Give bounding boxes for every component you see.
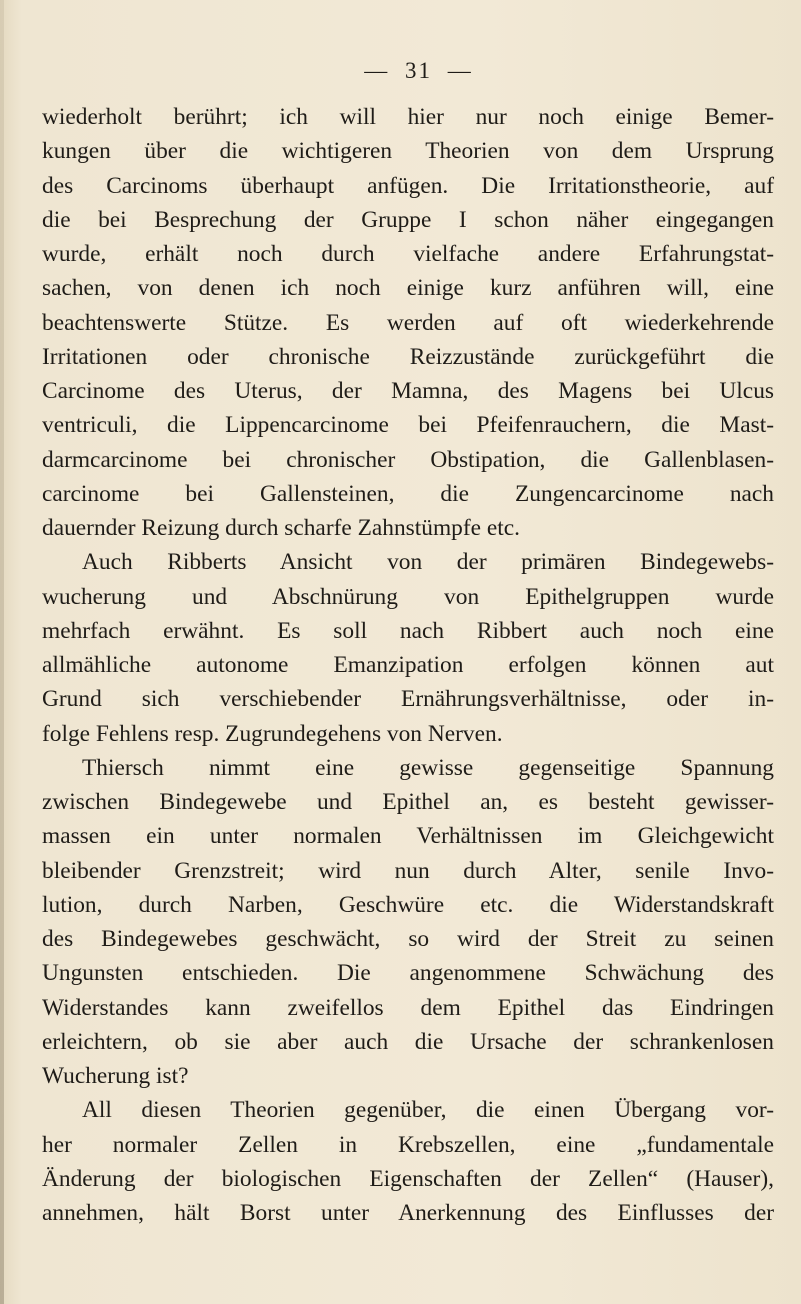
text-line: Grund sich verschiebender Ernährungsverhältnisse, oder in- <box>42 686 774 713</box>
text-line: carcinome bei Gallensteinen, die Zungencarcinome nach <box>42 480 774 507</box>
text-line: zwischen Bindegewebe und Epithel an, es besteht gewisser- <box>42 789 774 815</box>
text-line: beachtenswerte Stütze. Es werden auf oft wiederkehrende <box>42 309 774 336</box>
text-line: kungen über die wichtigeren Theorien von dem Ursprung <box>42 138 774 165</box>
paragraph-first-line: Auch Ribberts Ansicht von der primären Bindegewebs- <box>82 549 774 576</box>
text-line: mehrfach erwähnt. Es soll nach Ribbert auch noch eine <box>42 617 774 644</box>
text-line: ventriculi, die Lippencarcinome bei Pfeifenrauchern, die Mast- <box>42 412 774 439</box>
text-line: die bei Besprechung der Gruppe I schon näher eingegangen <box>42 206 774 233</box>
text-line: allmähliche autonome Emanzipation erfolgen können aut <box>42 652 774 678</box>
text-line: Ungunsten entschieden. Die angenommene Schwächung des <box>42 960 774 987</box>
text-line: folge Fehlens resp. Zugrundegehens von Nerven. <box>42 720 503 747</box>
text-line: massen ein unter normalen Verhältnissen im Gleichgewicht <box>42 823 774 850</box>
text-line: wurde, erhält noch durch vielfache andere Erfahrungstat- <box>42 241 774 267</box>
body-text <box>42 100 774 1230</box>
text-line: Carcinome des Uterus, der Mamna, des Magens bei Ulcus <box>42 378 774 404</box>
paragraph-first-line: All diesen Theorien gegenüber, die einen Übergang vor- <box>82 1097 774 1124</box>
text-line: dauernder Reizung durch scharfe Zahnstümpfe etc. <box>42 515 521 541</box>
text-line: Wucherung ist? <box>42 1063 189 1089</box>
text-line: sachen, von denen ich noch einige kurz anführen will, eine <box>42 275 774 302</box>
text-line: des Carcinoms überhaupt anfügen. Die Irritationstheorie, auf <box>42 172 774 199</box>
page-number: — 31 — <box>364 58 473 83</box>
paragraph-first-line: Thiersch nimmt eine gewisse gegenseitige Spannung <box>82 754 774 781</box>
text-line: Irritationen oder chronische Reizzustände zurückgeführt die <box>42 343 774 370</box>
text-line: darmcarcinome bei chronischer Obstipation, die Gallenblasen- <box>42 446 774 473</box>
text-line: des Bindegewebes geschwächt, so wird der Streit zu seinen <box>42 926 774 952</box>
text-line: her normaler Zellen in Krebszellen, eine „fundamentale <box>42 1131 774 1158</box>
text-line: Widerstandes kann zweifellos dem Epithel das Eindringen <box>42 994 774 1021</box>
text-line: wiederholt berührt; ich will hier nur noch einige Bemer- <box>42 104 774 130</box>
text-line: annehmen, hält Borst unter Anerkennung des Einflusses der <box>42 1200 774 1226</box>
text-line: wucherung und Abschnürung von Epithelgruppen wurde <box>42 583 774 610</box>
text-line: lution, durch Narben, Geschwüre etc. die Widerstandskraft <box>42 891 774 918</box>
text-line: erleichtern, ob sie aber auch die Ursache der schrankenlosen <box>42 1028 774 1055</box>
text-line: Änderung der biologischen Eigenschaften der Zellen“ (Hauser), <box>42 1165 774 1192</box>
text-line: bleibender Grenzstreit; wird nun durch Alter, senile Invo- <box>42 857 774 884</box>
